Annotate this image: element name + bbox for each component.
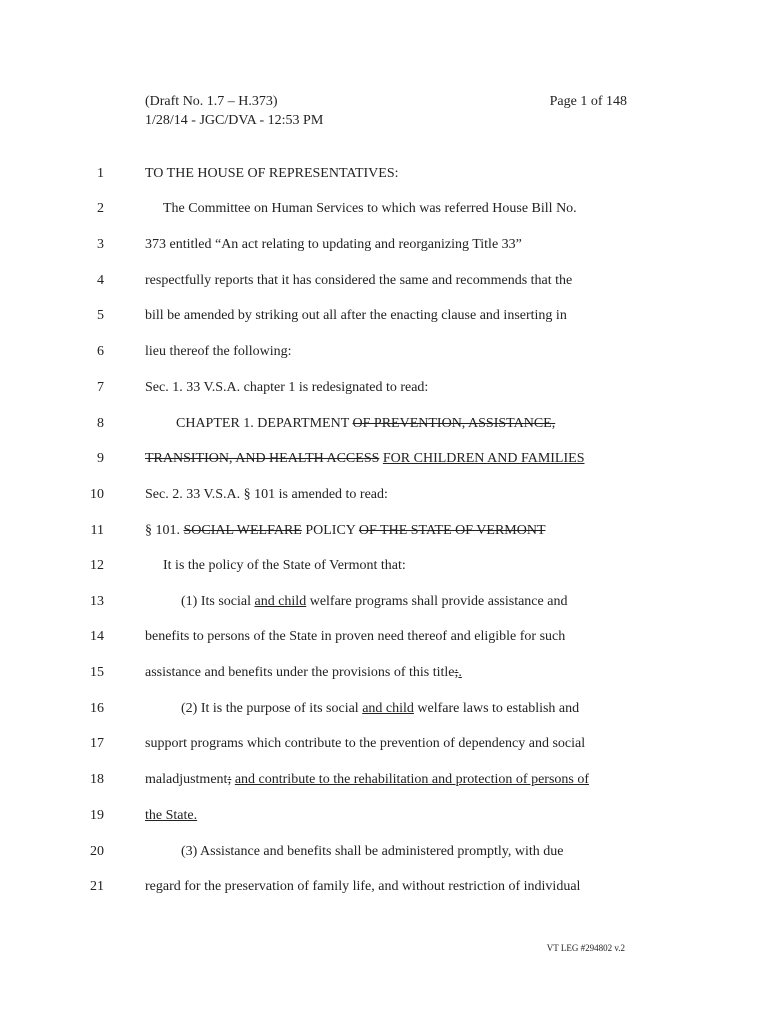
line-text: Sec. 1. 33 V.S.A. chapter 1 is redesignated to read:: [145, 380, 429, 395]
line-10: [0, 485, 770, 505]
line-number: 14: [90, 629, 104, 644]
line-number: 21: [90, 879, 104, 894]
line-text: (1) Its social and child welfare programs shall provide assistance and: [181, 594, 568, 609]
struck-text: OF PREVENTION, ASSISTANCE,: [352, 416, 556, 431]
line-2: [0, 199, 770, 219]
line-16: [0, 699, 770, 719]
line-number: 10: [90, 487, 104, 502]
line-12: [0, 556, 770, 576]
line-number: 19: [90, 808, 104, 823]
inserted-text: .: [458, 665, 462, 680]
line-text: lieu thereof the following:: [145, 344, 292, 359]
line-1: [0, 164, 770, 184]
line-text: CHAPTER 1. DEPARTMENT OF PREVENTION, ASSISTANCE,: [176, 416, 556, 431]
line-14: [0, 627, 770, 647]
line-text: benefits to persons of the State in proven need thereof and eligible for such: [145, 629, 566, 644]
line-9: [0, 449, 770, 469]
line-5: [0, 306, 770, 326]
line-11: [0, 521, 770, 541]
line-19: [0, 806, 770, 826]
line-8: [0, 414, 770, 434]
line-number: 13: [90, 594, 104, 609]
line-text: § 101. SOCIAL WELFARE POLICY OF THE STATE OF VERMONT: [145, 523, 546, 538]
line-number: 18: [90, 772, 104, 787]
line-text: [145, 806, 197, 826]
line-6: [0, 342, 770, 362]
line-number: 9: [97, 451, 104, 466]
line-17: [0, 734, 770, 754]
line-text: (3) Assistance and benefits shall be administered promptly, with due: [181, 844, 564, 859]
line-number: 6: [97, 344, 104, 359]
line-number: 2: [97, 201, 104, 216]
struck-text: OF THE STATE OF VERMONT: [358, 523, 546, 538]
inserted-text: FOR CHILDREN AND FAMILIES: [382, 451, 585, 466]
line-text: 373 entitled “An act relating to updating and reorganizing Title 33”: [145, 237, 522, 252]
line-number: 11: [90, 523, 104, 538]
line-number: 7: [97, 380, 104, 395]
line-15: [0, 663, 770, 683]
line-number: 1: [97, 166, 104, 181]
line-text: [145, 449, 584, 469]
draft-label: (Draft No. 1.7 – H.373): [145, 94, 278, 109]
struck-text: TRANSITION, AND HEALTH ACCESS: [145, 451, 380, 466]
line-20: [0, 842, 770, 862]
line-number: 8: [97, 416, 104, 431]
line-4: [0, 271, 770, 291]
line-text: TO THE HOUSE OF REPRESENTATIVES:: [145, 166, 399, 181]
line-text: maladjustment; and contribute to the rehabilitation and protection of persons of: [145, 772, 590, 787]
line-number: 16: [90, 701, 104, 716]
line-13: [0, 592, 770, 612]
line-text: The Committee on Human Services to which was referred House Bill No.: [163, 201, 577, 216]
line-number: 3: [97, 237, 104, 252]
inserted-text: and child: [254, 594, 307, 609]
document-id: VT LEG #294802 v.2: [546, 943, 625, 953]
line-text: support programs which contribute to the prevention of dependency and social: [145, 736, 586, 751]
inserted-text: the State.: [145, 808, 198, 823]
line-text: It is the policy of the State of Vermont that:: [163, 558, 406, 573]
line-21: [0, 877, 770, 897]
line-text: bill be amended by striking out all after the enacting clause and inserting in: [145, 308, 567, 323]
line-7: [0, 378, 770, 398]
struck-text: SOCIAL WELFARE: [183, 523, 302, 538]
line-number: 4: [97, 273, 104, 288]
line-number: 17: [90, 736, 104, 751]
line-text: (2) It is the purpose of its social and child welfare laws to establish and: [181, 701, 580, 716]
inserted-text: and contribute to the rehabilitation and protection of persons of: [234, 772, 590, 787]
line-3: [0, 235, 770, 255]
line-number: 20: [90, 844, 104, 859]
page-number: Page 1 of 148: [549, 94, 627, 109]
struck-text: ;: [227, 772, 232, 787]
line-number: 5: [97, 308, 104, 323]
line-text: assistance and benefits under the provisions of this title;.: [145, 665, 462, 680]
line-text: regard for the preservation of family life, and without restriction of individual: [145, 879, 581, 894]
inserted-text: and child: [362, 701, 414, 716]
line-18: [0, 770, 770, 790]
line-number: 12: [90, 558, 104, 573]
struck-text: ;: [454, 665, 459, 680]
line-number: 15: [90, 665, 104, 680]
line-text: respectfully reports that it has considered the same and recommends that the: [145, 273, 573, 288]
line-text: Sec. 2. 33 V.S.A. § 101 is amended to read:: [145, 487, 388, 502]
date-line: 1/28/14 - JGC/DVA - 12:53 PM: [145, 113, 324, 128]
